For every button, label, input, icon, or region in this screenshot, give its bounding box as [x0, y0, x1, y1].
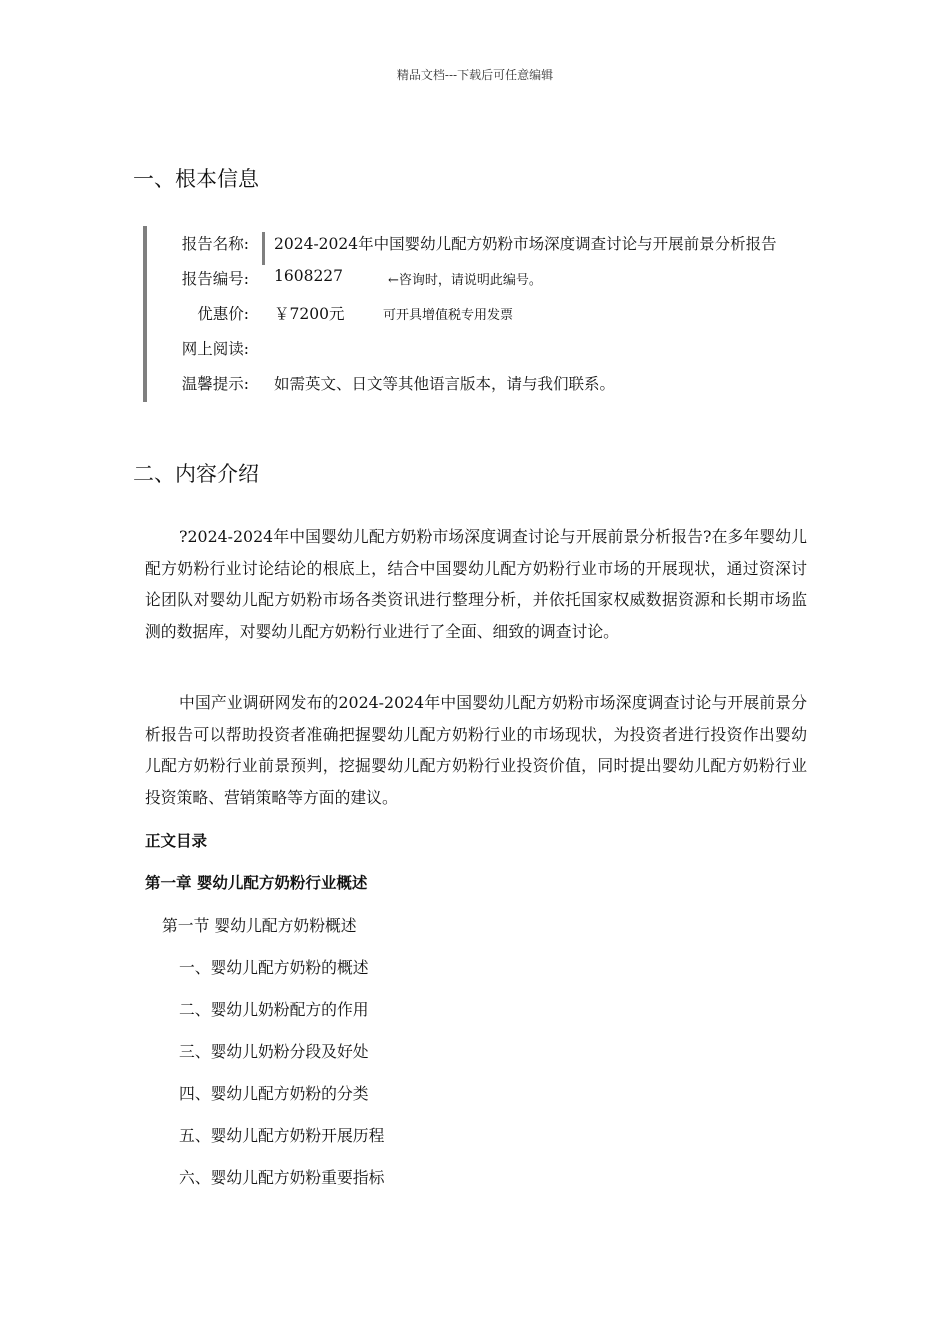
price-value: ￥7200元	[274, 305, 345, 323]
report-number-value: 1608227	[274, 267, 344, 285]
toc-chapter-1: 第一章 婴幼儿配方奶粉行业概述	[145, 874, 368, 892]
intro-paragraph-2: 中国产业调研网发布的2024-2024年中国婴幼儿配方奶粉市场深度调查讨论与开展前景分析报告可以帮助投资者准确把握婴幼儿配方奶粉行业的市场现状，为投资者进行投资作出婴幼儿配方奶粉行业前景预判，挖掘婴幼儿配方奶粉行业投资价值，同时提出婴幼儿配方奶粉行业投资策略、营销策略等方面的建议。	[145, 693, 807, 807]
intro-paragraph-1: ?2024-2024年中国婴幼儿配方奶粉市场深度调查讨论与开展前景分析报告?在多年婴幼儿配方奶粉行业讨论结论的根底上，结合中国婴幼儿配方奶粉行业市场的开展现状，通过资深讨论团队对婴幼儿配方奶粉市场各类资讯进行整理分析，并依托国家权威数据资源和长期市场监测的数据库，对婴幼儿配方奶粉行业进行了全面、细致的调查讨论。	[145, 527, 807, 641]
toc-section-1: 第一节 婴幼儿配方奶粉概述	[162, 916, 357, 935]
info-row-report-name	[147, 232, 837, 262]
value-divider	[262, 232, 265, 265]
info-row-tip	[147, 372, 837, 402]
report-number-label: 报告编号:	[181, 270, 249, 288]
toc-item: 二、婴幼儿奶粉配方的作用	[179, 1000, 369, 1019]
info-row-price	[147, 302, 837, 332]
toc-title: 正文目录	[145, 832, 208, 850]
report-number-note: ←咨询时，请说明此编号。	[388, 273, 542, 288]
price-note: 可开具增值税专用发票	[383, 308, 514, 323]
toc-item: 六、婴幼儿配方奶粉重要指标	[179, 1168, 385, 1187]
basic-info-block	[143, 226, 847, 402]
toc-item: 三、婴幼儿奶粉分段及好处	[179, 1042, 369, 1061]
info-row-online-reading	[147, 337, 837, 367]
tip-value: 如需英文、日文等其他语言版本，请与我们联系。	[274, 375, 616, 393]
page-header-note: 精品文档---下载后可任意编辑	[396, 68, 554, 82]
tip-label: 温馨提示:	[181, 375, 249, 393]
section-heading-content-intro: 二、内容介绍	[133, 462, 259, 486]
section-heading-basic-info: 一、根本信息	[133, 167, 259, 191]
report-name-label: 报告名称:	[181, 235, 249, 253]
report-name-value: 2024-2024年中国婴幼儿配方奶粉市场深度调查讨论与开展前景分析报告	[274, 235, 777, 253]
price-label: 优惠价:	[197, 305, 249, 323]
toc-item: 四、婴幼儿配方奶粉的分类	[179, 1084, 369, 1103]
info-row-report-number	[147, 267, 837, 297]
toc-item: 五、婴幼儿配方奶粉开展历程	[179, 1126, 385, 1145]
toc-item: 一、婴幼儿配方奶粉的概述	[179, 958, 369, 977]
online-reading-label: 网上阅读:	[181, 340, 249, 358]
